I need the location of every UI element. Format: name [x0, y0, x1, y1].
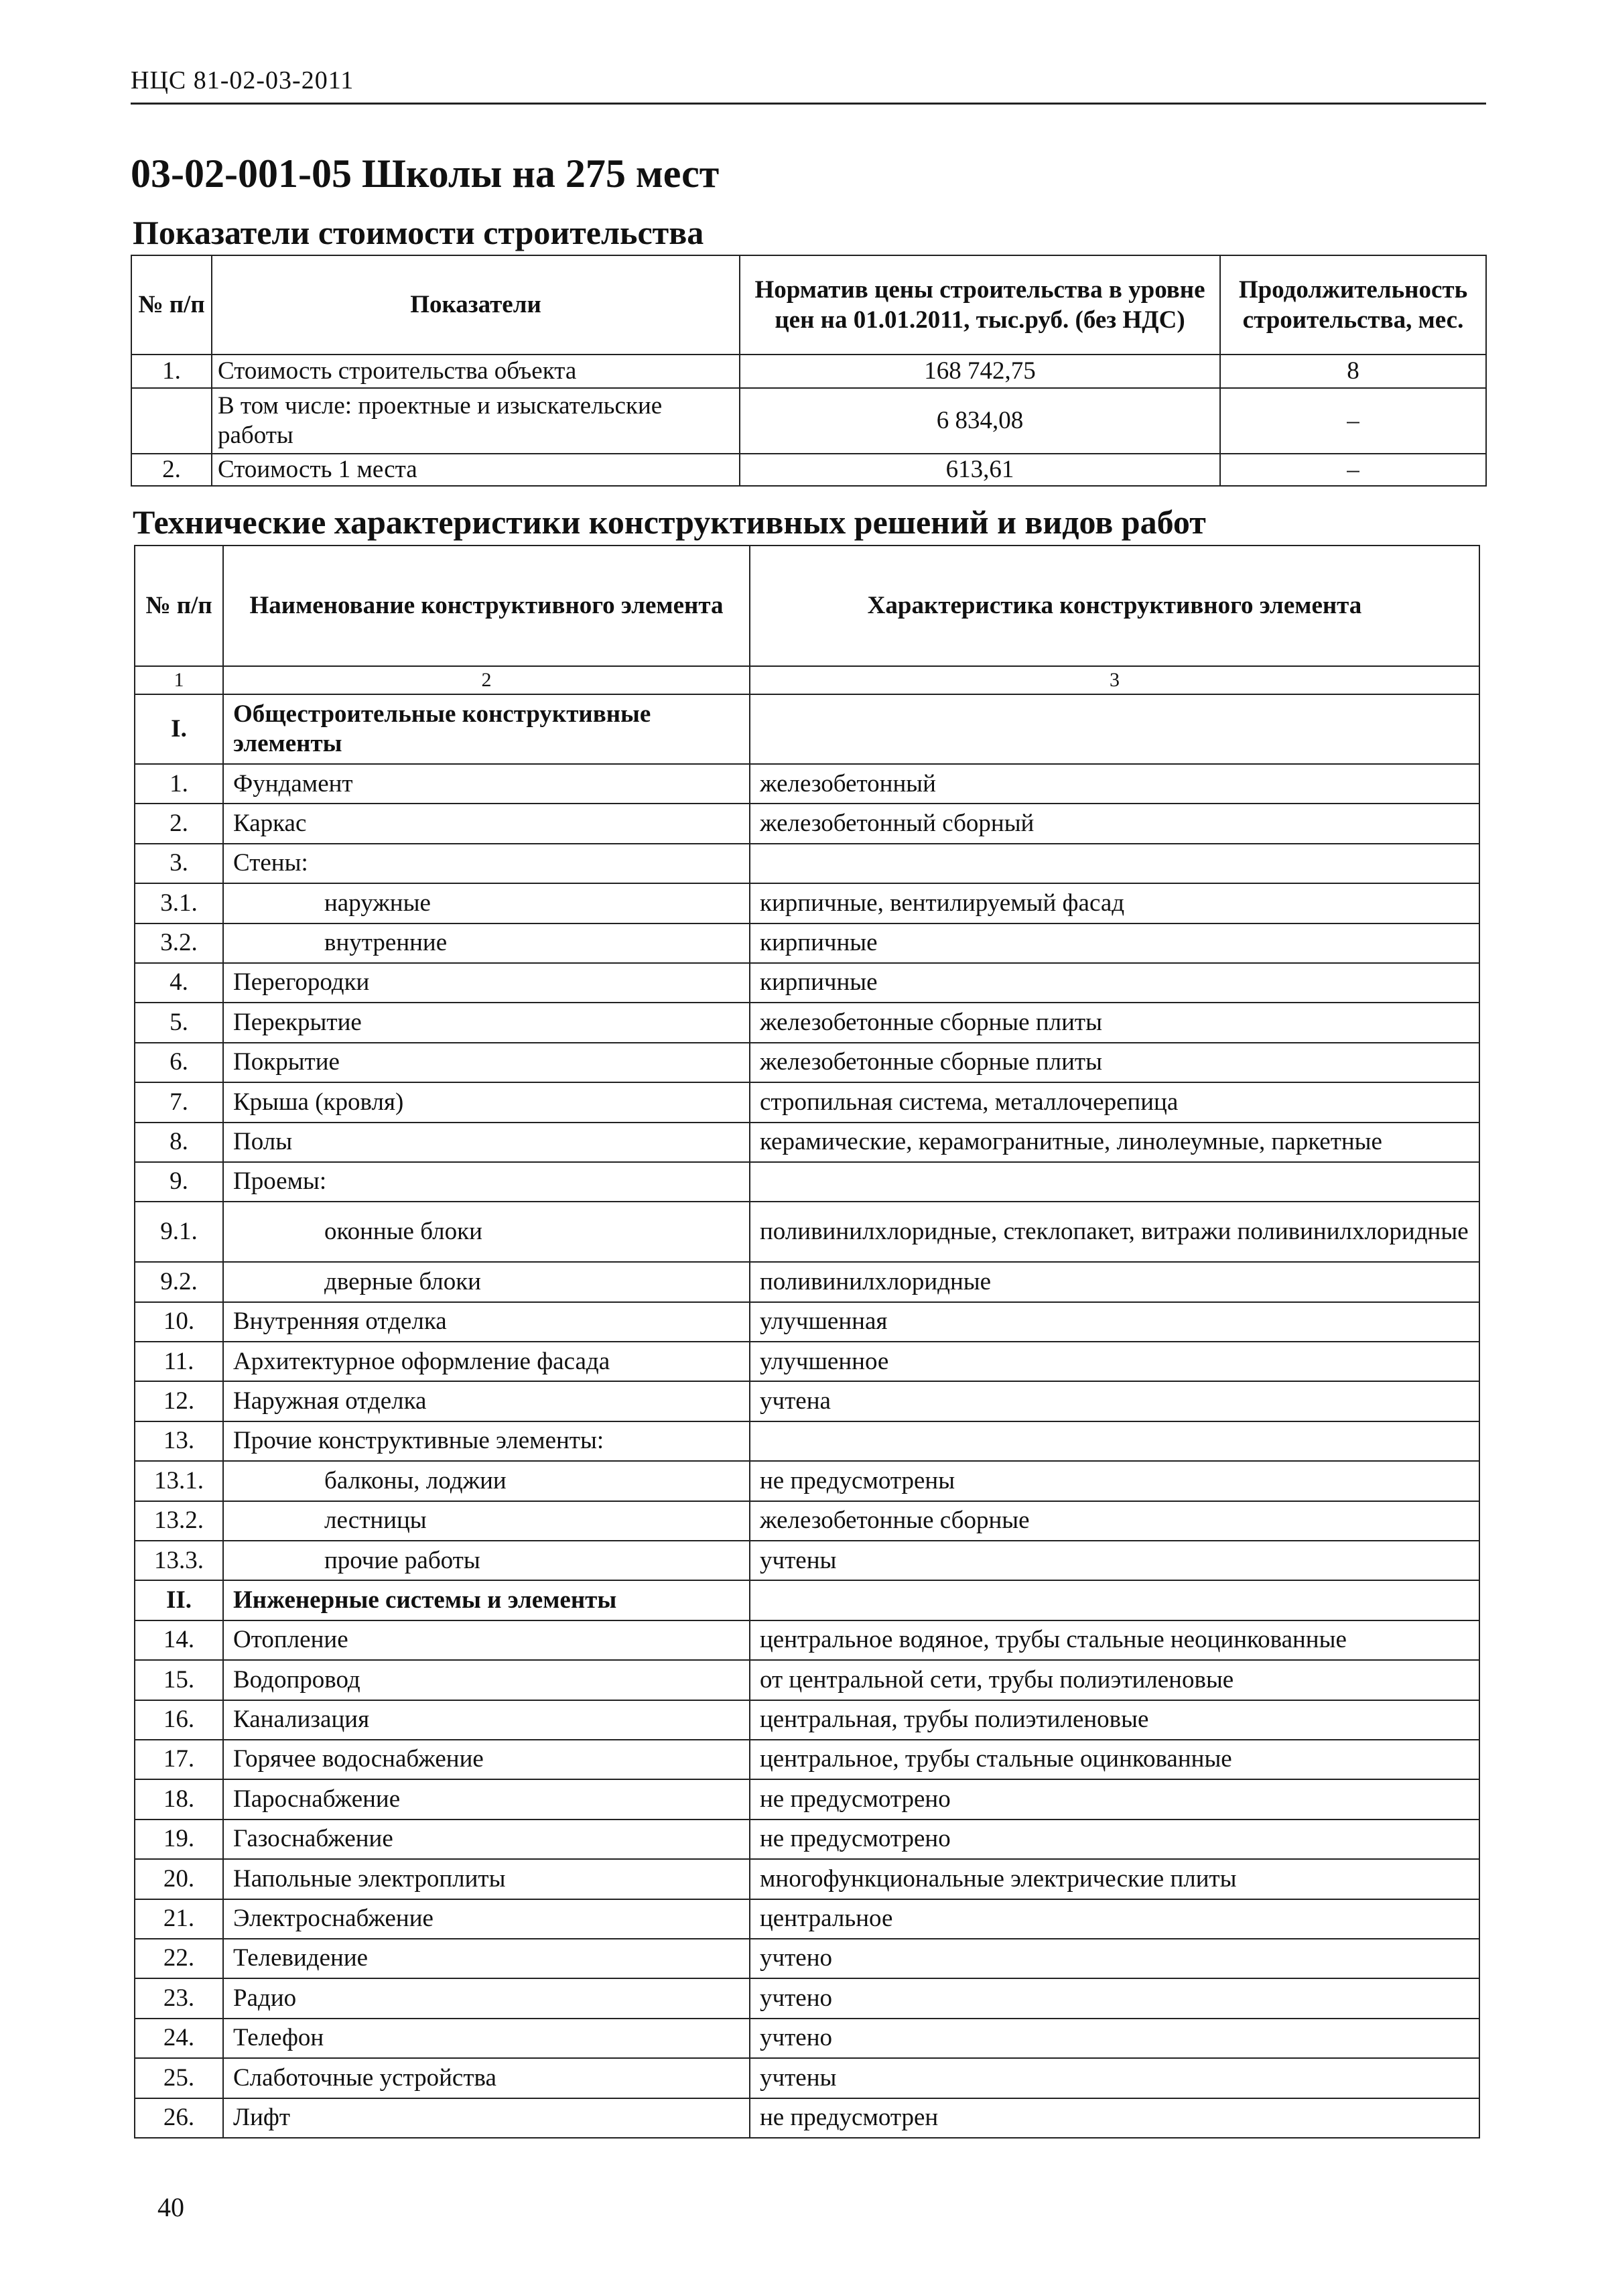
- table-row: [131, 355, 1486, 388]
- cell-desc: железобетонные сборные: [750, 1501, 1479, 1541]
- cell-name: Пароснабжение: [223, 1779, 750, 1819]
- cell-num: 1.: [131, 355, 212, 388]
- column-index: 3: [750, 666, 1479, 694]
- cell-duration: 8: [1220, 355, 1486, 388]
- cell-indicator: Стоимость строительства объекта: [212, 355, 740, 388]
- table-row: [135, 1820, 1479, 1859]
- cell-duration: –: [1220, 454, 1486, 486]
- table-row: [135, 1620, 1479, 1660]
- cell-desc: учтено: [750, 1939, 1479, 1978]
- cell-num: 3.: [135, 844, 223, 883]
- cell-desc: стропильная система, металлочерепица: [750, 1082, 1479, 1122]
- cell-desc: учтены: [750, 1541, 1479, 1580]
- table-row: [135, 1043, 1479, 1082]
- table-row: [135, 1660, 1479, 1700]
- cell-name: Каркас: [223, 804, 750, 843]
- cell-desc: улучшенное: [750, 1342, 1479, 1381]
- cell-num: 10.: [135, 1302, 223, 1342]
- table-row: [135, 1123, 1479, 1162]
- cell-desc: многофункциональные электрические плиты: [750, 1859, 1479, 1899]
- table-row: [135, 1381, 1479, 1421]
- cell-name: внутренние: [223, 923, 750, 963]
- cell-desc: поливинилхлоридные: [750, 1262, 1479, 1301]
- cell-name: Перегородки: [223, 963, 750, 1003]
- cell-duration: –: [1220, 388, 1486, 454]
- cell-num: 17.: [135, 1740, 223, 1779]
- cell-indicator: Стоимость 1 места: [212, 454, 740, 486]
- table-row: [135, 1859, 1479, 1899]
- cell-name: Инженерные системы и элементы: [223, 1580, 750, 1620]
- section-row: [135, 694, 1479, 764]
- cell-desc: [750, 694, 1479, 764]
- cell-desc: [750, 844, 1479, 883]
- cell-num: 3.1.: [135, 883, 223, 923]
- table-row: [135, 1082, 1479, 1122]
- col-header-num: № п/п: [135, 546, 223, 666]
- running-header: НЦС 81-02-03-2011: [131, 66, 354, 94]
- table-row: [135, 804, 1479, 843]
- cell-name: Полы: [223, 1123, 750, 1162]
- tech-table: [134, 545, 1480, 2139]
- cell-name: Фундамент: [223, 764, 750, 804]
- table-row: [135, 764, 1479, 804]
- cell-name: Горячее водоснабжение: [223, 1740, 750, 1779]
- cell-name: Радио: [223, 1978, 750, 2018]
- cell-name: Внутренняя отделка: [223, 1302, 750, 1342]
- col-header-name: Наименование конструктивного элемента: [223, 546, 750, 666]
- cell-name: Телевидение: [223, 1939, 750, 1978]
- cell-num: 20.: [135, 1859, 223, 1899]
- tech-table-header-row: [135, 546, 1479, 666]
- cost-table: [131, 255, 1487, 487]
- cell-name: Прочие конструктивные элементы:: [223, 1421, 750, 1461]
- cell-desc: кирпичные: [750, 923, 1479, 963]
- col-header-desc: Характеристика конструктивного элемента: [750, 546, 1479, 666]
- cell-name: Газоснабжение: [223, 1820, 750, 1859]
- cell-num: 11.: [135, 1342, 223, 1381]
- cell-name: дверные блоки: [223, 1262, 750, 1301]
- cell-desc: [750, 1580, 1479, 1620]
- cell-num: 2.: [135, 804, 223, 843]
- cell-name: Крыша (кровля): [223, 1082, 750, 1122]
- table-row: [135, 844, 1479, 883]
- cell-num: I.: [135, 694, 223, 764]
- cell-name: Напольные электроплиты: [223, 1859, 750, 1899]
- cell-name: Стены:: [223, 844, 750, 883]
- cell-desc: поливинилхлоридные, стеклопакет, витражи поливинилхлоридные: [750, 1202, 1479, 1262]
- table-row: [135, 1700, 1479, 1740]
- column-index: 1: [135, 666, 223, 694]
- cell-desc: от центральной сети, трубы полиэтиленовые: [750, 1660, 1479, 1700]
- cell-desc: [750, 1162, 1479, 1202]
- cell-num: 12.: [135, 1381, 223, 1421]
- cell-desc: не предусмотрено: [750, 1779, 1479, 1819]
- cell-desc: улучшенная: [750, 1302, 1479, 1342]
- table-row: [135, 1162, 1479, 1202]
- table-row: [135, 1501, 1479, 1541]
- column-index: 2: [223, 666, 750, 694]
- cell-num: 23.: [135, 1978, 223, 2018]
- cell-num: 16.: [135, 1700, 223, 1740]
- cell-desc: [750, 1421, 1479, 1461]
- cell-num: [131, 388, 212, 454]
- table-row: [135, 1202, 1479, 1262]
- cell-name: Архитектурное оформление фасада: [223, 1342, 750, 1381]
- column-index-row: [135, 666, 1479, 694]
- cell-desc: не предусмотрены: [750, 1461, 1479, 1501]
- table-row: [135, 1461, 1479, 1501]
- header-rule: [131, 103, 1486, 105]
- cell-num: 26.: [135, 2098, 223, 2138]
- cell-num: 9.2.: [135, 1262, 223, 1301]
- cell-name: Канализация: [223, 1700, 750, 1740]
- col-header-duration: Продолжительность строительства, мес.: [1220, 255, 1486, 355]
- cell-price: 613,61: [740, 454, 1220, 486]
- table-row: [131, 388, 1486, 454]
- cell-name: оконные блоки: [223, 1202, 750, 1262]
- cell-desc: центральное, трубы стальные оцинкованные: [750, 1740, 1479, 1779]
- cell-name: Наружная отделка: [223, 1381, 750, 1421]
- cell-desc: центральное водяное, трубы стальные неоцинкованные: [750, 1620, 1479, 1660]
- table-row: [135, 1262, 1479, 1301]
- cell-num: 13.3.: [135, 1541, 223, 1580]
- page-number: 40: [157, 2192, 184, 2222]
- cost-table-header-row: [131, 255, 1486, 355]
- cell-num: 22.: [135, 1939, 223, 1978]
- cell-desc: не предусмотрен: [750, 2098, 1479, 2138]
- table-row: [135, 1779, 1479, 1819]
- cell-desc: железобетонные сборные плиты: [750, 1003, 1479, 1042]
- cell-num: 13.1.: [135, 1461, 223, 1501]
- cell-num: 6.: [135, 1043, 223, 1082]
- tech-table-body: [135, 694, 1479, 2138]
- tech-section-title: Технические характеристики конструктивных решений и видов работ: [133, 503, 1206, 541]
- cell-desc: железобетонный сборный: [750, 804, 1479, 843]
- document-title: 03-02-001-05 Школы на 275 мест: [131, 151, 720, 196]
- col-header-num: № п/п: [131, 255, 212, 355]
- cell-desc: кирпичные, вентилируемый фасад: [750, 883, 1479, 923]
- cell-desc: железобетонные сборные плиты: [750, 1043, 1479, 1082]
- table-row: [135, 1939, 1479, 1978]
- cell-num: 13.: [135, 1421, 223, 1461]
- table-row: [135, 883, 1479, 923]
- cell-num: 8.: [135, 1123, 223, 1162]
- cell-name: балконы, лоджии: [223, 1461, 750, 1501]
- cell-desc: учтено: [750, 1978, 1479, 2018]
- cell-name: Проемы:: [223, 1162, 750, 1202]
- cell-desc: не предусмотрено: [750, 1820, 1479, 1859]
- cost-section-title: Показатели стоимости строительства: [133, 214, 704, 251]
- table-row: [135, 1899, 1479, 1939]
- table-row: [135, 1740, 1479, 1779]
- col-header-indicator: Показатели: [212, 255, 740, 355]
- cell-name: Телефон: [223, 2019, 750, 2058]
- cell-name: Перекрытие: [223, 1003, 750, 1042]
- cell-num: 25.: [135, 2058, 223, 2098]
- table-row: [135, 1541, 1479, 1580]
- cell-desc: центральное: [750, 1899, 1479, 1939]
- cell-name: прочие работы: [223, 1541, 750, 1580]
- col-header-price: Норматив цены строительства в уровне цен на 01.01.2011, тыс.руб. (без НДС): [740, 255, 1220, 355]
- cell-name: Слаботочные устройства: [223, 2058, 750, 2098]
- cell-name: Электроснабжение: [223, 1899, 750, 1939]
- cell-desc: учтены: [750, 2058, 1479, 2098]
- cell-name: Общестроительные конструктивные элементы: [223, 694, 750, 764]
- cell-name: Лифт: [223, 2098, 750, 2138]
- cell-desc: учтена: [750, 1381, 1479, 1421]
- cell-desc: учтено: [750, 2019, 1479, 2058]
- table-row: [135, 2019, 1479, 2058]
- cell-indicator: В том числе: проектные и изыскательские работы: [212, 388, 740, 454]
- cell-num: 18.: [135, 1779, 223, 1819]
- cell-num: 19.: [135, 1820, 223, 1859]
- table-row: [135, 1302, 1479, 1342]
- cell-name: лестницы: [223, 1501, 750, 1541]
- table-row: [135, 2058, 1479, 2098]
- cell-price: 6 834,08: [740, 388, 1220, 454]
- cell-price: 168 742,75: [740, 355, 1220, 388]
- cell-num: 1.: [135, 764, 223, 804]
- cell-num: 4.: [135, 963, 223, 1003]
- cell-num: 24.: [135, 2019, 223, 2058]
- table-row: [135, 923, 1479, 963]
- table-row: [135, 1342, 1479, 1381]
- cell-desc: центральная, трубы полиэтиленовые: [750, 1700, 1479, 1740]
- cell-num: 15.: [135, 1660, 223, 1700]
- cell-name: Водопровод: [223, 1660, 750, 1700]
- table-row: [135, 2098, 1479, 2138]
- table-row: [131, 454, 1486, 486]
- cell-num: 13.2.: [135, 1501, 223, 1541]
- cell-num: 5.: [135, 1003, 223, 1042]
- cell-desc: керамические, керамогранитные, линолеумные, паркетные: [750, 1123, 1479, 1162]
- cell-num: 7.: [135, 1082, 223, 1122]
- cell-name: Отопление: [223, 1620, 750, 1660]
- cell-num: II.: [135, 1580, 223, 1620]
- section-row: [135, 1580, 1479, 1620]
- table-row: [135, 1421, 1479, 1461]
- cell-num: 9.: [135, 1162, 223, 1202]
- cell-name: наружные: [223, 883, 750, 923]
- table-row: [135, 1003, 1479, 1042]
- cell-name: Покрытие: [223, 1043, 750, 1082]
- cell-num: 2.: [131, 454, 212, 486]
- cell-num: 3.2.: [135, 923, 223, 963]
- table-row: [135, 1978, 1479, 2018]
- cell-num: 21.: [135, 1899, 223, 1939]
- cell-desc: железобетонный: [750, 764, 1479, 804]
- cell-desc: кирпичные: [750, 963, 1479, 1003]
- table-row: [135, 963, 1479, 1003]
- cell-num: 9.1.: [135, 1202, 223, 1262]
- cell-num: 14.: [135, 1620, 223, 1660]
